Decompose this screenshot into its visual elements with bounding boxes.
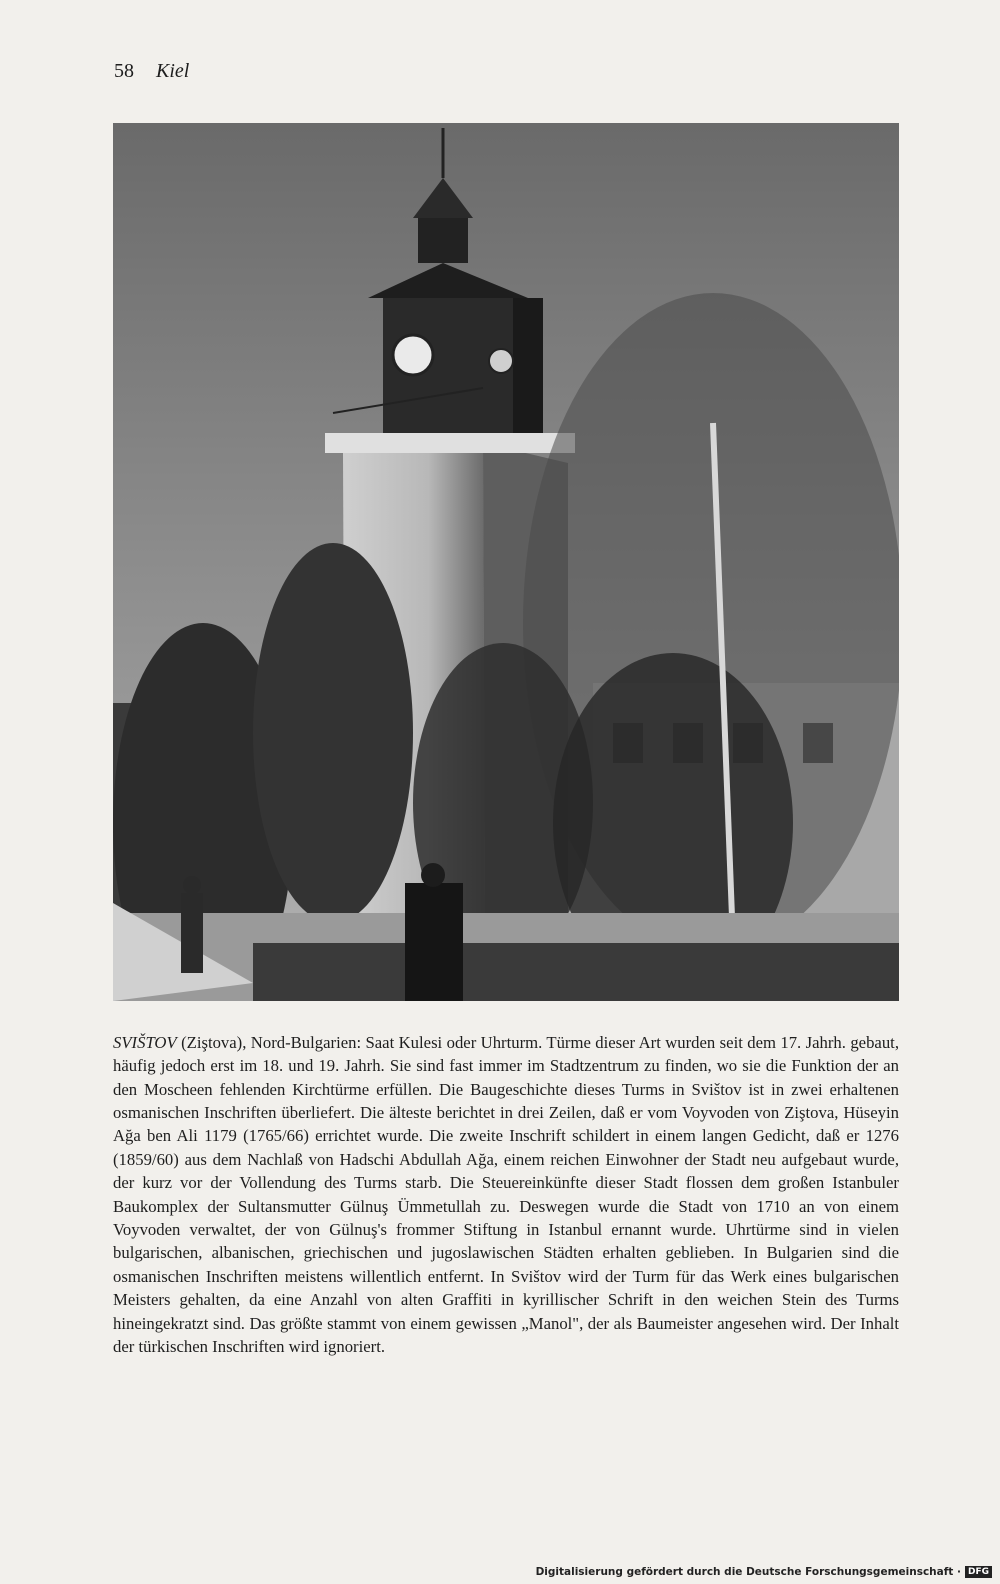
caption-text: (Ziştova), Nord-Bulgarien: Saat Kulesi oder Uhrturm. Türme dieser Art wurden seit dem 17. Jahrh. gebaut, häufig jedoch erst im 18. und 19. Jahrh. Sie sind fast immer im Stadtzentrum zu finden, wo sie die Funktion der an den Moscheen fehlenden Kirchtürme erfüllen. Die Baugeschichte dieses Turms in Svištov ist in zwei erhaltenen osmanischen Inschriften überliefert. Die älteste berichtet in drei Zeilen, daß er vom Voyvoden von Ziştova, Hüseyin Ağa ben Ali 1179 (1765/66) errichtet wurde. Die zweite Inschrift schildert in einem langen Gedicht, daß er 1276 (1859/60) aus dem Nachlaß von Hadschi Abdullah Ağa, einem reichen Einwohner der Stadt neu aufgebaut wurde, der kurz vor der Vollendung des Turms starb. Die Steuereinkünfte dieser Stadt flossen dem großen Istanbuler Baukomplex der Sultansmutter Gülnuş Ümmetullah zu. Deswegen wurde die Stadt von 1710 an von einem Voyvoden verwaltet, der von Gülnuş's frommer Stiftung in Istanbul ernannt wurde. Uhrtürme sind in vielen bulgarischen, albanischen, griechischen und jugoslawischen Städten erhalten geblieben. In Bulgarien sind die osmanischen Inschriften meistens willentlich entfernt. In Svištov wird der Turm für das Werk eines bulgarischen Meisters gehalten, da eine Anzahl von alten Graffiti in kyrillischer Schrift in den weichen Stein des Turms hineingekratzt sind. Das größte stammt von einem gewissen „Manol", der als Baumeister angesehen wird. Der Inhalt der türkischen Inschriften wird ignoriert.	[113, 1032, 899, 1356]
digitization-footer	[536, 1566, 992, 1578]
dfg-logo: DFG	[965, 1566, 992, 1578]
journal-title: Kiel	[156, 60, 190, 82]
photo-illustration	[113, 123, 899, 1001]
figure-caption	[113, 1031, 899, 1359]
clock-tower-photo	[113, 123, 899, 1001]
running-header	[114, 60, 189, 83]
page-number: 58	[114, 60, 134, 82]
caption-lead: SVIŠTOV	[113, 1032, 177, 1052]
footer-text: Digitalisierung gefördert durch die Deutsche Forschungsgemeinschaft ·	[535, 1566, 961, 1578]
